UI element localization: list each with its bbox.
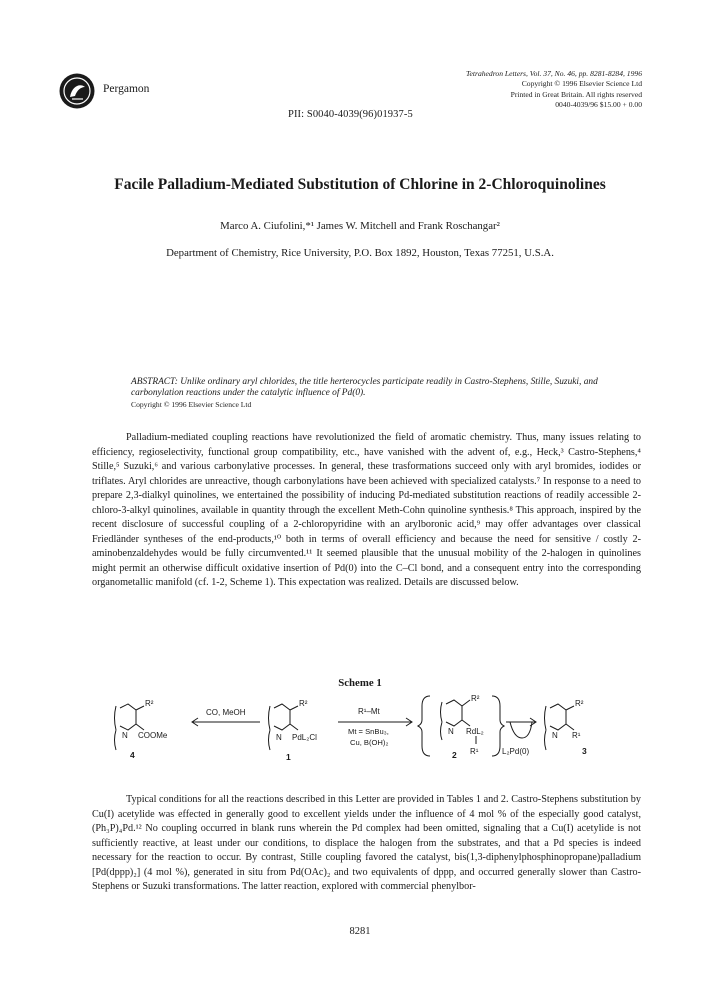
compound-4-n: N: [122, 731, 128, 740]
compound-1-label: 1: [286, 752, 291, 762]
compound-1-r: R²: [299, 699, 308, 708]
publisher-logo: [58, 72, 96, 110]
publisher-name: Pergamon: [103, 83, 150, 95]
pii-identifier: PII: S0040-4039(96)01937-5: [288, 109, 413, 120]
catalyst-label: L₂Pd(0): [502, 747, 530, 756]
journal-line: Tetrahedron Letters, Vol. 37, No. 46, pp. 8281-8284, 1996: [466, 69, 642, 78]
printed-line: Printed in Great Britain. All rights reserved: [510, 89, 642, 99]
arrow-mid-bot2: Cu, B(OH)₂: [350, 738, 389, 747]
price-line: 0040-4039/96 $15.00 + 0.00: [555, 100, 642, 110]
compound-4-sub: COOMe: [138, 731, 168, 740]
compound-2: [418, 694, 504, 760]
arrow-carbonylation: [192, 708, 260, 726]
page-number: 8281: [349, 926, 371, 937]
compound-2-r: R²: [471, 694, 480, 703]
reaction-scheme: [110, 692, 610, 772]
journal-info: [466, 69, 642, 111]
scheme-title: Scheme 1: [338, 677, 382, 689]
arrow-mid-bot1: Mt = SnBu₃,: [348, 727, 389, 736]
article-title: Facile Palladium-Mediated Substitution of Chlorine in 2-Chloroquinolines: [114, 176, 606, 193]
abstract-copyright: Copyright © 1996 Elsevier Science Ltd: [131, 400, 252, 409]
arrow-reductive-elimination: [502, 718, 536, 756]
compound-2-label: 2: [452, 750, 457, 760]
authors: Marco A. Ciufolini,*¹ James W. Mitchell and Frank Roschangar²: [220, 220, 500, 232]
compound-4-r: R²: [145, 699, 154, 708]
paragraph-2: Typical conditions for all the reactions described in this Letter are provided in Tables 1 and 2. Castro-Stephens substitution by Cu(I) acetylide was effected in generally good to excellent yields under the influence of 4 mol % of the especially good catalyst, (Ph₃P)₄Pd.¹² No coupling occurred in blank runs wherein the Pd complex had been omitted, signaling that a Cu(I) acetylide is not sufficiently reactive, at least under our conditions, to displace the halogen from the substrates, and that a Pd species is indeed necessary for the reaction to occur. By contrast, Stille coupling favored the catalyst, bis(1,3-diphenylphosphinopropane)palladium [Pd(dppp)₂] (4 mol %), generated in situ from Pd(OAc)₂ and two equivalents of dppp, and occurred generally slower than Castro-Stephens or Suzuki transformations. The latter reaction, explored with commercial phenylbor-: [92, 794, 641, 892]
compound-1-n: N: [276, 733, 282, 742]
compound-2-r1: R¹: [470, 747, 479, 756]
copyright-line: Copyright © 1996 Elsevier Science Ltd: [521, 79, 642, 89]
abstract-label: ABSTRACT:: [131, 377, 178, 387]
compound-2-sub: RdL₂: [466, 727, 484, 736]
body-section-2: [92, 793, 641, 895]
compound-3-n: N: [552, 731, 558, 740]
affiliation: Department of Chemistry, Rice University, P.O. Box 1892, Houston, Texas 77251, U.S.A.: [166, 247, 554, 259]
compound-3-r: R²: [575, 699, 584, 708]
arrow-transmetalation: [338, 707, 412, 747]
compound-4: [115, 699, 168, 760]
abstract: [131, 377, 601, 400]
paragraph-1: Palladium-mediated coupling reactions have revolutionized the field of aromatic chemistry. Thus, many issues relating to efficiency, regioselectivity, functional group compatibility, etc., have vanished with the advent of, e.g., Heck,³ Castro-Stephens,⁴ Stille,⁵ Suzuki,⁶ and various carbonylative processes. In general, these trasformations succeed only with aryl bromides, iodides or triflates. Aryl chlorides are unreactive, though carbonylations have been achieved with specialized catalysts.⁷ In response to a need to prepare 2,3-dialkyl quinolines, we entertained the possibility of inducing Pd-mediated substitution reactions of readily accessible 2-chloro-3-alkyl quinolines, available in quantity through the excellent Meth-Cohn quinoline synthesis.⁸ This approach, inspired by the recent disclosure of successful coupling of a 2-chloropyridine with an arylboronic acid,⁹ may offer advantages over classical Friedländer syntheses of the end-products,¹⁰ both in terms of overall efficiency and because the need for sensitive / costly 2-aminobenzaldehydes would be fully circumvented.¹¹ It seemed plausible that the unusual mobility of the 2-halogen in quinolines might permit an otherwise difficult oxidative insertion of Pd(0) into the C–Cl bond, and a consequent entry into the corresponding organometallic manifold (cf. 1-2, Scheme 1). This expectation was realized. Details are discussed below.: [92, 432, 641, 588]
body-section-1: [92, 431, 641, 591]
compound-3-sub: R¹: [572, 731, 581, 740]
compound-2-n: N: [448, 727, 454, 736]
compound-1-sub: PdL₂Cl: [292, 733, 317, 742]
compound-4-label: 4: [130, 750, 135, 760]
abstract-text: Unlike ordinary aryl chlorides, the title herterocycles participate readily in Castro-Stephens, Stille, Suzuki, and carbonylation reactions under the catalytic influence of Pd(0).: [131, 377, 598, 399]
compound-1: [269, 699, 318, 762]
arrow-mid-top: R¹–Mt: [358, 707, 380, 716]
compound-3-label: 3: [582, 746, 587, 756]
compound-3: [545, 699, 588, 756]
arrow-left-label: CO, MeOH: [206, 708, 246, 717]
